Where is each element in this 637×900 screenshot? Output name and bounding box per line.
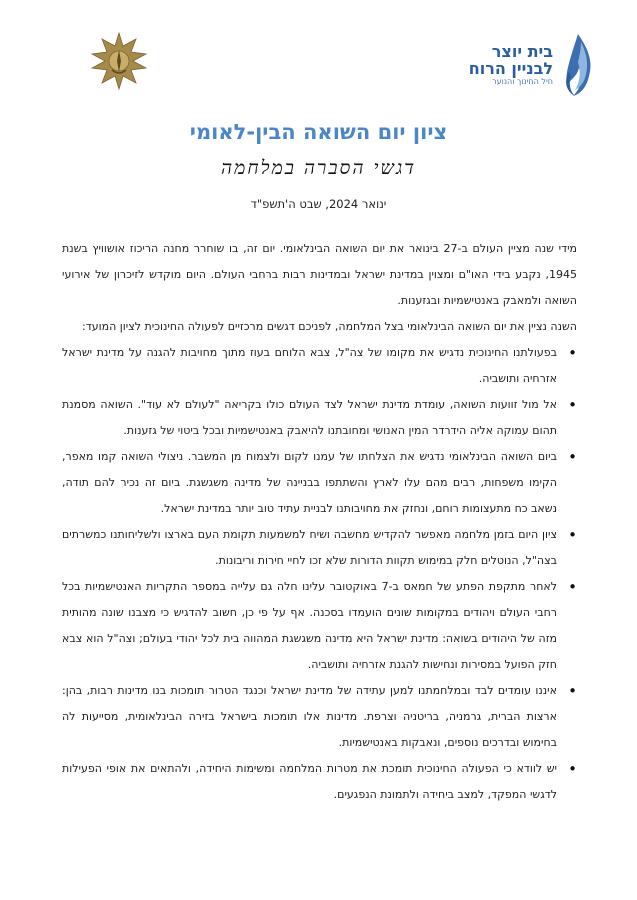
page-title: ציון יום השואה הבין-לאומי <box>189 120 448 144</box>
list-item: • אל מול זוועות השואה, עומדת מדינת ישראל לצד העולם כולו בקריאה "לעולם לא עוד". השואה מסמנת תהום עמוקה אליה הידרדר המין האנושי ומחובתנו להיאבק באנטישמיות ובכל ביטוי של גזענות. <box>62 392 577 444</box>
idf-emblem-icon <box>88 30 150 92</box>
brand-line1: בית יוצר <box>491 42 553 61</box>
document-body <box>62 236 577 808</box>
bullet-list <box>62 340 577 808</box>
list-item: • לאחר מתקפת הפתע של חמאס ב-7 באוקטובר עלינו חלה גם עלייה במספר התקריות האנטישמיות בכל רחבי העולם ויהודים במקומות שונים הועמדו בסכנה. אף על פי כן, חשוב להדגיש כי מצבנו שונה מהותית מזה של היהודים בשואה: מדינת ישראל היא מדינה משגשגת המהווה בית לכל יהודי בעולם; וצה"ל הוא צבא חזק הפועל במסירות ונחישות להגנת אזרחיה ותושביה. <box>62 574 577 678</box>
list-item: • איננו עומדים לבד ובמלחמתנו למען עתידה של מדינת ישראל וכנגד הטרור תומכות בנו מדינות רבות, בהן: ארצות הברית, גרמניה, בריטניה וצרפת. מדינות אלו תומכות בישראל בזירה הבינלאומית, מסייעות לה בחימוש ובדרכים נוספים, ונאבקות באנטישמיות. <box>62 678 577 756</box>
lead-paragraph: השנה נציין את יום השואה הבינלאומי בצל המלחמה, לפניכם דגשים מרכזיים לפעולה החינוכית לציון המועד: <box>82 320 577 333</box>
document-date: ינואר 2024, שבט ה'תשפ"ד <box>250 197 387 211</box>
list-item: • בפעולתנו החינוכית נדגיש את מקומו של צה"ל, צבא הלוחם בעוז מתוך מחויבות להגנה על מדינת ישראל אזרחיה ותושביה. <box>62 340 577 392</box>
list-item: • ביום השואה הבינלאומי נדגיש את הצלחתו של עמנו לקום ולצמוח מן המשבר. ניצולי השואה קמו מאפר, הקימו משפחות, רבים מהם עלו לארץ והשתתפו בבניינה של מדינה משגשגת. ביום זה נכיר להם תודה, נשאב כח מתעצומות רוחם, ונחזק את מחויבותנו לבניית עתיד טוב יותר במדינת ישראל. <box>62 444 577 522</box>
intro-paragraph: מידי שנה מציין העולם ב-27 בינואר את יום השואה הבינלאומי. יום זה, בו שוחרר מחנה הריכוז אושוויץ בשנת 1945, נקבע בידי האו"ם ומצוין במדינת ישראל ובמדינות רבות ברחבי העולם. היום מוקדש לזיכרון של אירועי השואה ולמאבק באנטישמיות ובגזענות. <box>62 242 578 307</box>
brand-line3: חיל החינוך והנוער <box>492 76 553 86</box>
list-item: • יש לוודא כי הפעולה החינוכית תומכת את מטרות המלחמה ומשימות היחידה, ולהתאים את אופי הפעילות לדגשי המפקד, למצב ביחידה ולתמונת הנפגעים. <box>62 756 577 808</box>
list-item: • ציון היום בזמן מלחמה מאפשר להקדיש מחשבה ושיח למשמעות תקומת העם בארצו ולשליחותנו כמשרתים בצה"ל, הנוטלים חלק במימוש תקוות הדורות שלא זכו לחיי חירות וריבונות. <box>62 522 577 574</box>
flame-icon <box>559 32 597 98</box>
beit-yotzer-logo <box>447 30 597 100</box>
brand-line2: לבניין הרוח <box>468 58 553 78</box>
page-subtitle: דגשי הסברה במלחמה <box>220 157 417 179</box>
